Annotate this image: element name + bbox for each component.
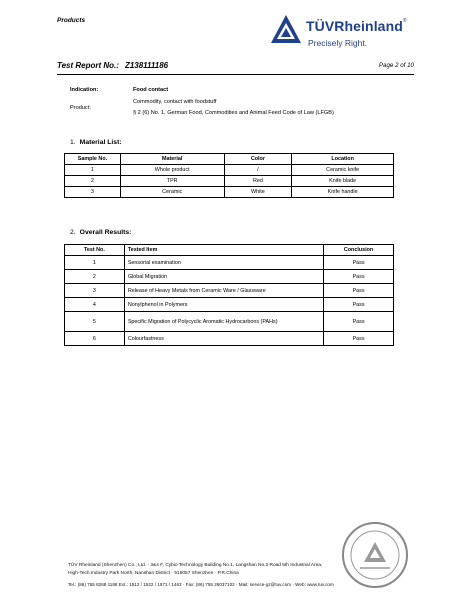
col-header-sample: Sample No. — [65, 154, 121, 165]
overall-results-title: 2. Overall Results: — [70, 229, 132, 236]
header-divider — [57, 74, 414, 75]
cell-tested-item: Sensorial examination — [124, 256, 323, 270]
cell-color: White — [224, 187, 292, 198]
cell-sample: 1 — [65, 165, 121, 176]
cell-sample: 2 — [65, 176, 121, 187]
footer-contact: Tel.: (86) 755 8268 1188 Ext.: 1512 / 1522 / 1571 / 1463 · Fax: (86) 755 26037102 · Mail: service-gz@tuv.com · Web: www.tuv.com — [68, 582, 334, 587]
company-seal-stamp-icon — [340, 520, 410, 590]
table-row — [65, 270, 394, 284]
table-row — [65, 298, 394, 312]
cell-conclusion: Pass — [324, 298, 394, 312]
cell-location: Knife handle — [292, 187, 394, 198]
cell-location: Ceramic knife — [292, 165, 394, 176]
cell-tested-item: Release of Heavy Metals from Ceramic Ware / Glassware — [124, 284, 323, 298]
cell-test-no: 2 — [65, 270, 125, 284]
product-line-2: § 2 (6) No. 1, German Food, Commodities and Animal Feed Code of Law (LFGB) — [133, 110, 334, 116]
brand-tagline: Precisely Right. — [308, 38, 368, 48]
cell-test-no: 5 — [65, 312, 125, 332]
cell-material: TPR — [120, 176, 224, 187]
report-label: Test Report No.: — [57, 61, 119, 70]
cell-tested-item: Colourfastness — [124, 332, 323, 346]
cell-test-no: 1 — [65, 256, 125, 270]
brand-name: TÜVRheinland® — [306, 18, 407, 34]
col-header-tested-item: Tested Item — [124, 245, 323, 256]
cell-test-no: 4 — [65, 298, 125, 312]
cell-conclusion: Pass — [324, 270, 394, 284]
product-label: Product: — [70, 105, 91, 111]
cell-material: Whole product — [120, 165, 224, 176]
cell-location: Knife blade — [292, 176, 394, 187]
cell-conclusion: Pass — [324, 284, 394, 298]
col-header-conclusion: Conclusion — [324, 245, 394, 256]
cell-sample: 3 — [65, 187, 121, 198]
report-number: Z138111186 — [124, 61, 169, 70]
indication-label: Indication: — [70, 87, 99, 93]
results-table — [64, 244, 394, 346]
col-header-material: Material — [120, 154, 224, 165]
cell-test-no: 6 — [65, 332, 125, 346]
cell-conclusion: Pass — [324, 332, 394, 346]
cell-tested-item: Nonylphenol in Polymers — [124, 298, 323, 312]
cell-conclusion: Pass — [324, 256, 394, 270]
cell-color: Red — [224, 176, 292, 187]
indication-value: Food contact — [133, 87, 169, 93]
footer-address-2: High-Tech Industry Park North, Nanshan District · 518057 Shenzhen · P.R.China — [68, 571, 239, 576]
cell-color: / — [224, 165, 292, 176]
table-row — [65, 332, 394, 346]
cell-tested-item: Global Migration — [124, 270, 323, 284]
cell-conclusion: Pass — [324, 312, 394, 332]
table-row — [65, 187, 394, 198]
material-table — [64, 153, 394, 198]
col-header-location: Location — [292, 154, 394, 165]
report-title — [57, 61, 174, 70]
section-label: Products — [57, 17, 86, 24]
footer-address-1: TÜV Rheinland (Shenzhen) Co., Ltd. · 3&4 F, Cybio Technology Building No.1, Langshan No.2 Road 5th Industrial Area, — [68, 563, 323, 568]
col-header-test-no: Test No. — [65, 245, 125, 256]
material-list-title: 1. Material List: — [70, 139, 122, 146]
table-row — [65, 256, 394, 270]
table-header-row — [65, 154, 394, 165]
cell-material: Ceramic — [120, 187, 224, 198]
product-line-1: Commodity, contact with foodstuff — [133, 99, 217, 105]
table-row — [65, 176, 394, 187]
cell-test-no: 3 — [65, 284, 125, 298]
tuv-triangle-logo-icon — [270, 14, 302, 44]
page-number: Page 2 of 10 — [378, 62, 414, 69]
tuv-logo — [270, 14, 430, 54]
table-header-row — [65, 245, 394, 256]
col-header-color: Color — [224, 154, 292, 165]
table-row — [65, 284, 394, 298]
table-row — [65, 312, 394, 332]
table-row — [65, 165, 394, 176]
cell-tested-item: Specific Migration of Polycyclic Aromatic Hydrocarbons (PAHs) — [124, 312, 323, 332]
